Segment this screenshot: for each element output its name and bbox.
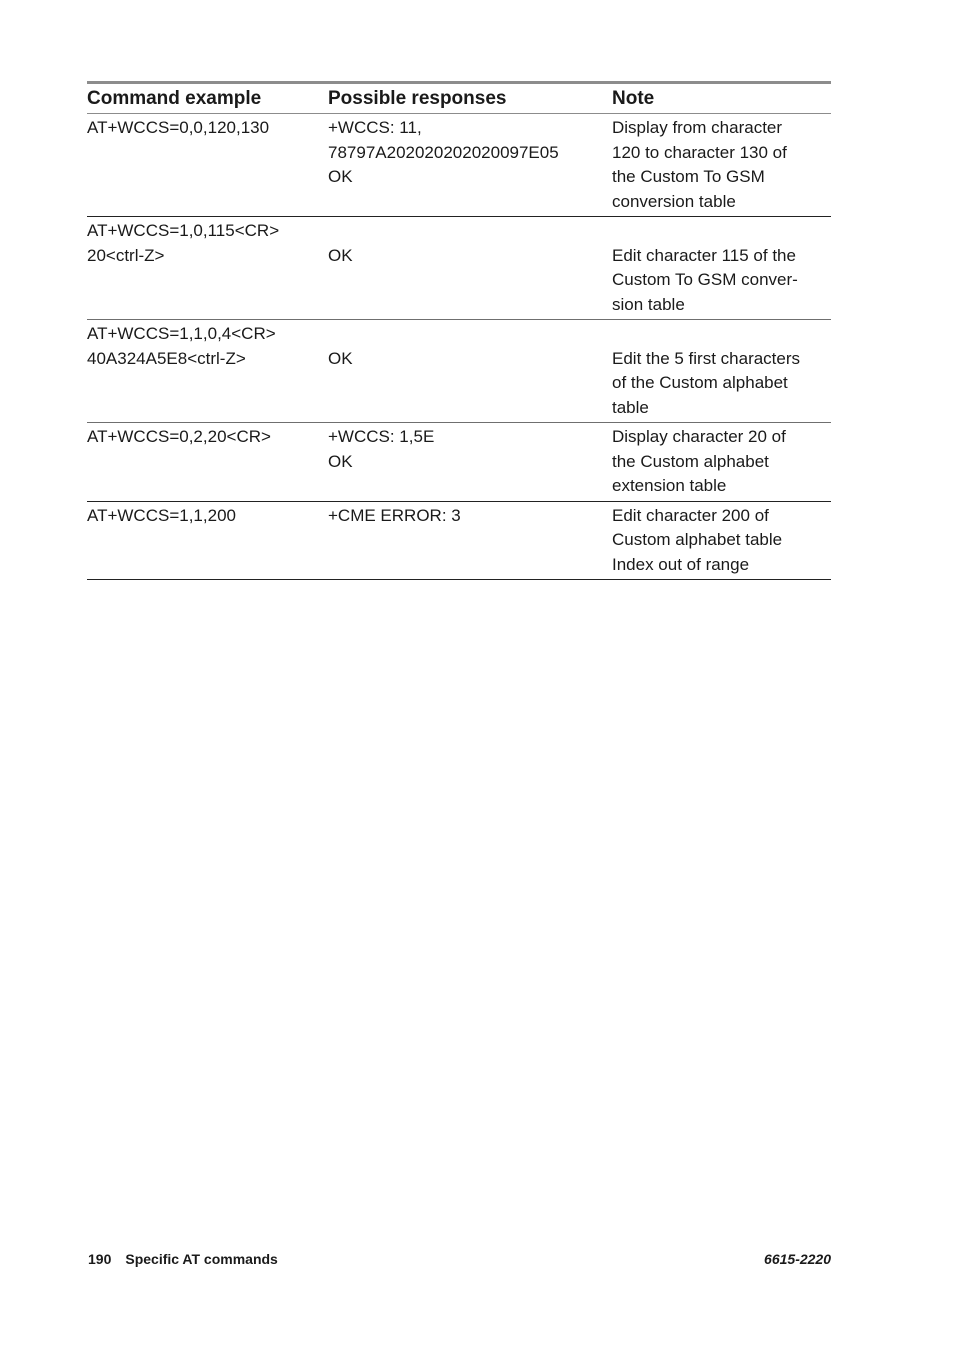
note-line: of the Custom alphabet [612,373,788,392]
table-row [87,423,831,502]
note-line: the Custom To GSM [612,167,765,186]
table-row [87,320,831,423]
command-cell [87,423,328,502]
note-line: Custom alphabet table [612,530,783,549]
note-cell [612,114,831,217]
note-line: Edit the 5 first characters [612,348,801,368]
note-line: Display from character [612,118,783,137]
response-cell [328,320,612,423]
header-command-example: Command example [87,83,328,114]
command-line: 20<ctrl-Z> [87,245,165,265]
blank-line [328,322,608,347]
command-line: AT+WCCS=0,2,20<CR> [87,427,271,446]
header-note: Note [612,83,831,114]
command-cell [87,217,328,320]
table-row [87,501,831,580]
response-line: +WCCS: 1,5E [328,427,435,446]
document-number: 6615-2220 [764,1251,831,1267]
note-line: Index out of range [612,554,750,574]
command-cell [87,501,328,580]
note-line: extension table [612,476,727,495]
page-number: 190 [88,1251,112,1267]
section-title: Specific AT commands [125,1251,278,1267]
note-line: table [612,397,649,417]
command-line: AT+WCCS=1,0,115<CR> [87,221,280,240]
note-cell [612,501,831,580]
command-line: AT+WCCS=0,0,120,130 [87,118,270,137]
blank-line [328,219,608,244]
command-cell [87,114,328,217]
note-line: sion table [612,294,685,314]
response-line: OK [328,167,353,186]
blank-line [612,322,827,347]
command-line: AT+WCCS=1,1,0,4<CR> [87,324,276,343]
note-line: 120 to character 130 of [612,142,787,162]
blank-line [612,219,827,244]
note-line: Edit character 200 of [612,505,769,525]
note-line: Custom To GSM conver- [612,270,798,289]
response-cell [328,423,612,502]
response-line: 78797A202020202020097E05 [328,142,559,162]
note-cell [612,320,831,423]
response-line: OK [328,348,353,368]
note-cell [612,423,831,502]
table-row [87,217,831,320]
response-line: OK [328,451,353,471]
command-line: 40A324A5E8<ctrl-Z> [87,348,246,368]
response-line: +CME ERROR: 3 [328,505,461,525]
response-cell [328,217,612,320]
at-command-examples-table [87,81,831,580]
note-line: the Custom alphabet [612,451,769,471]
note-line: Edit character 115 of the [612,245,796,265]
command-cell [87,320,328,423]
header-possible-responses: Possible responses [328,83,612,114]
response-cell [328,501,612,580]
response-cell [328,114,612,217]
response-line: OK [328,245,353,265]
command-line: AT+WCCS=1,1,200 [87,505,236,525]
table-row [87,114,831,217]
note-cell [612,217,831,320]
page-footer [88,1251,278,1267]
note-line: Display character 20 of [612,427,786,446]
response-line: +WCCS: 11, [328,118,422,137]
note-line: conversion table [612,191,736,211]
table-header-row [87,83,831,114]
